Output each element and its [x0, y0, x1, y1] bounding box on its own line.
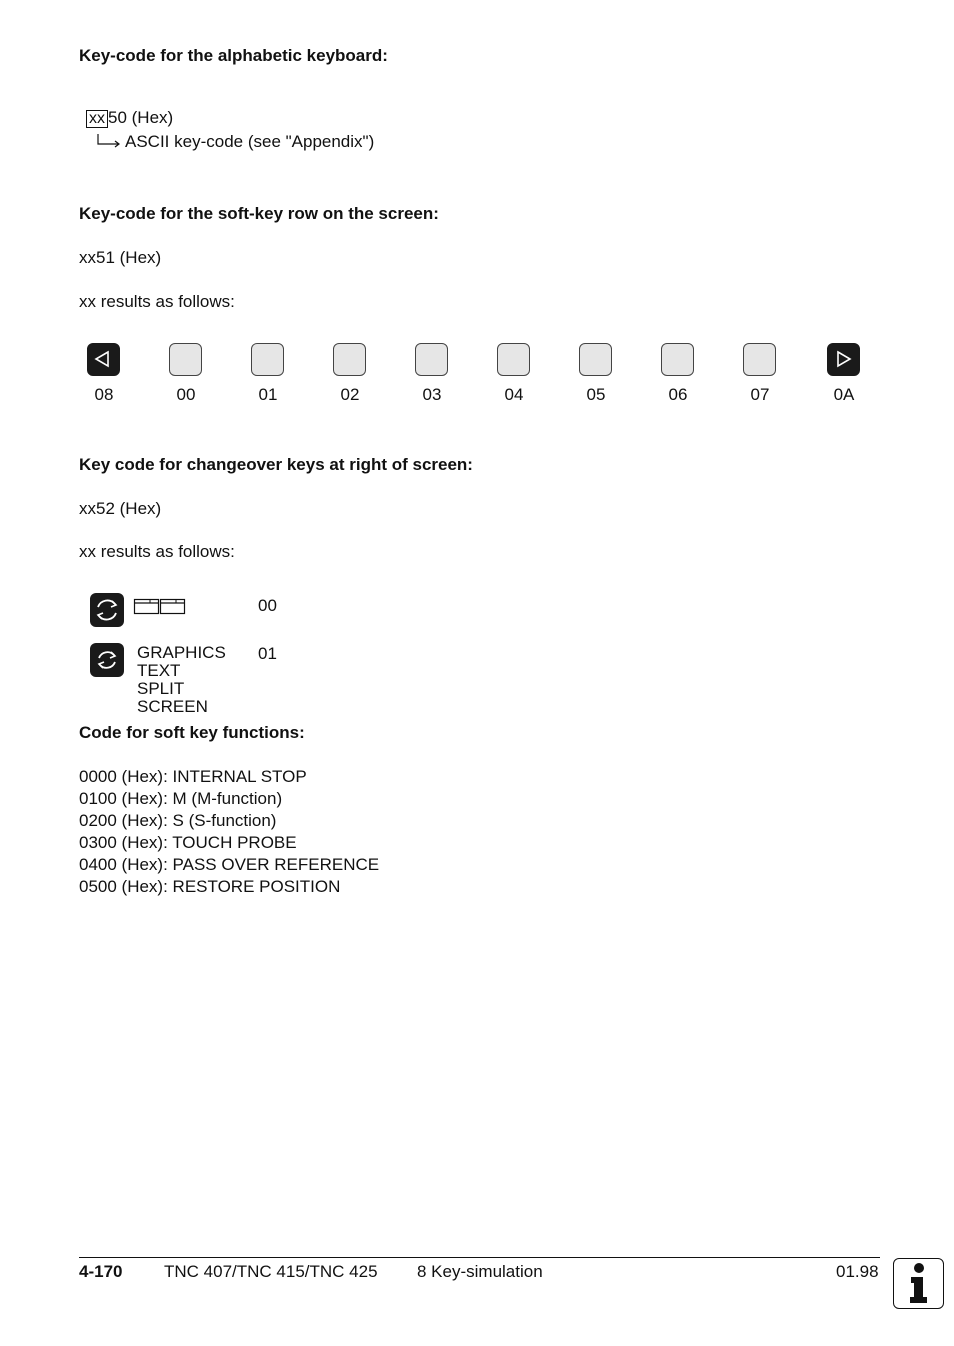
graphics-text-key — [90, 643, 124, 677]
right-triangle-icon — [828, 344, 858, 374]
changeover-heading: Key code for changeover keys at right of screen: — [79, 455, 473, 474]
graphics-text-label — [137, 644, 226, 716]
screen-layout-key — [90, 593, 124, 627]
footer-chapter: 8 Key-simulation — [417, 1262, 543, 1281]
left-triangle-icon — [88, 344, 118, 374]
softkey-1 — [169, 343, 202, 376]
softkey-scroll-right — [827, 343, 860, 376]
list-item: 0200 (Hex): S (S-function) — [79, 811, 277, 830]
softkey-2 — [251, 343, 284, 376]
list-item: 0100 (Hex): M (M-function) — [79, 789, 283, 808]
softkey-code-label: 00 — [176, 385, 196, 404]
list-item: 0300 (Hex): TOUCH PROBE — [79, 833, 297, 852]
footer-date: 01.98 — [836, 1262, 879, 1281]
softkey-code-label: 07 — [750, 385, 770, 404]
split-screen-icon — [133, 598, 187, 616]
label-line: SPLIT — [137, 679, 185, 698]
hook-arrow-icon — [96, 133, 122, 149]
list-item: 0400 (Hex): PASS OVER REFERENCE — [79, 855, 380, 874]
footer-model: TNC 407/TNC 415/TNC 425 — [164, 1262, 378, 1281]
softkey-heading: Key-code for the soft-key row on the screen: — [79, 204, 439, 223]
softkey-functions-heading: Code for soft key functions: — [79, 723, 305, 742]
list-item: 0000 (Hex): INTERNAL STOP — [79, 767, 307, 786]
label-line: TEXT — [137, 661, 181, 680]
softkey-5 — [497, 343, 530, 376]
list-item: 0500 (Hex): RESTORE POSITION — [79, 877, 341, 896]
alpha-arrow-note: ASCII key-code (see "Appendix") — [125, 132, 375, 151]
alpha-code — [86, 108, 173, 128]
softkey-code-label: 0A — [833, 385, 855, 404]
cycle-arrows-icon — [90, 593, 124, 627]
softkey-code: xx51 (Hex) — [79, 248, 162, 267]
softkey-code-label: 08 — [94, 385, 114, 404]
softkey-code-label: 05 — [586, 385, 606, 404]
softkey-3 — [333, 343, 366, 376]
alpha-heading: Key-code for the alphabetic keyboard: — [79, 46, 388, 65]
softkey-code-label: 01 — [258, 385, 278, 404]
changeover-code: xx52 (Hex) — [79, 499, 162, 518]
softkey-code-label: 02 — [340, 385, 360, 404]
label-line: GRAPHICS — [137, 643, 226, 662]
softkey-results-label: xx results as follows: — [79, 292, 235, 311]
info-icon — [894, 1259, 942, 1307]
changeover-code-01: 01 — [258, 644, 277, 663]
changeover-code-00: 00 — [258, 596, 277, 615]
cycle-arrows-icon — [90, 643, 124, 677]
softkey-7 — [661, 343, 694, 376]
info-badge — [893, 1258, 944, 1309]
changeover-results-label: xx results as follows: — [79, 542, 235, 561]
softkey-6 — [579, 343, 612, 376]
footer-rule — [79, 1257, 880, 1258]
alpha-code-box: xx — [86, 110, 108, 128]
softkey-4 — [415, 343, 448, 376]
softkey-code-label: 06 — [668, 385, 688, 404]
footer-page-number: 4-170 — [79, 1262, 123, 1281]
softkey-code-label: 04 — [504, 385, 524, 404]
alpha-code-suffix: 50 (Hex) — [108, 108, 174, 127]
softkey-scroll-left — [87, 343, 120, 376]
softkey-code-label: 03 — [422, 385, 442, 404]
softkey-8 — [743, 343, 776, 376]
label-line: SCREEN — [137, 697, 208, 716]
softkey-functions-list — [79, 766, 379, 898]
